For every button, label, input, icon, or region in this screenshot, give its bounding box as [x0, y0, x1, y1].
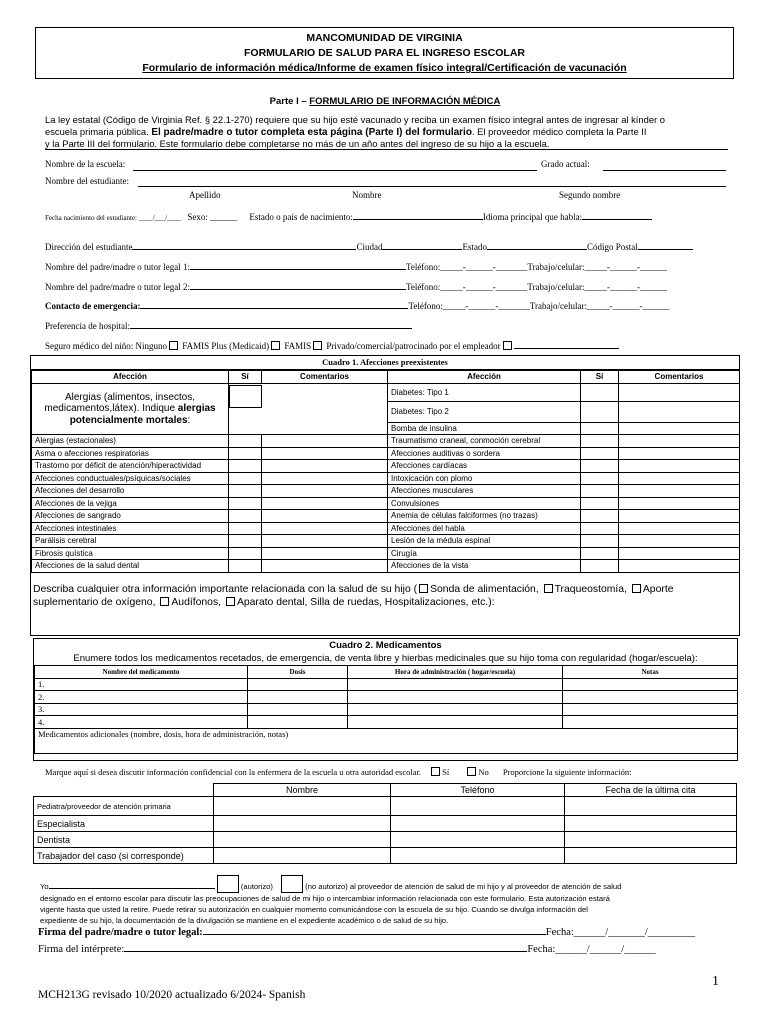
- authorization: [40, 875, 740, 926]
- condition-left: Parálisis cerebral: [32, 535, 229, 548]
- interpreter-signature-field[interactable]: [124, 951, 527, 952]
- additional-meds[interactable]: Medicamentos adicionales (nombre, dosis, hora de administración, notas): [35, 728, 738, 753]
- parent-signature-date[interactable]: Fecha:______/_______/_________: [545, 927, 696, 938]
- zip-field[interactable]: [638, 249, 693, 250]
- condition-row: [32, 485, 740, 498]
- condition-right: Afecciones auditivas o sordera: [388, 447, 581, 460]
- condition-right-comment[interactable]: [619, 472, 740, 485]
- right-top-3-si[interactable]: [581, 422, 619, 435]
- insurance-field[interactable]: [514, 348, 619, 349]
- emergency-field[interactable]: [140, 308, 408, 309]
- condition-right-si[interactable]: [581, 485, 619, 498]
- medication-time[interactable]: [348, 678, 563, 691]
- col-comentarios-right: Comentarios: [619, 371, 740, 384]
- contacts-col-name: Nombre: [214, 784, 391, 797]
- condition-row: [32, 535, 740, 548]
- describe-cb-a[interactable]: [419, 584, 428, 593]
- describe-cb-c[interactable]: [632, 584, 641, 593]
- condition-left-comment[interactable]: [262, 510, 388, 523]
- condition-left-si[interactable]: [229, 560, 262, 573]
- ins-opt4: Privado/comercial/patrocinado por el empleador: [326, 341, 501, 351]
- intro-line2b: El padre/madre o tutor completa esta página (Parte I) del formulario: [151, 126, 472, 138]
- condition-left: Fibrosis quística: [32, 547, 229, 560]
- allergy-bold: alergias: [177, 403, 216, 414]
- contact-role: Dentista: [34, 832, 214, 848]
- condition-right-comment[interactable]: [619, 497, 740, 510]
- condition-right-si[interactable]: [581, 560, 619, 573]
- intro-line1: La ley estatal (Código de Virginia Ref. § 22.1-270) requiere que su hijo esté vacunado y reciba un examen físico integral antes de ingresar al kínder o: [45, 114, 665, 125]
- city-label: Ciudad: [356, 242, 383, 252]
- right-top-2-comment[interactable]: [619, 401, 740, 422]
- med-col-notes: Notas: [563, 666, 738, 679]
- contact-phone[interactable]: [391, 848, 565, 864]
- confidential-row: [45, 767, 631, 777]
- auth-no-box[interactable]: [281, 875, 303, 893]
- emergency-row: [45, 301, 669, 311]
- condition-right-si[interactable]: [581, 447, 619, 460]
- contact-role: Trabajador del caso (si corresponde): [34, 848, 214, 864]
- condition-row: [32, 510, 740, 523]
- confidential-si: Sí: [442, 767, 450, 777]
- contact-role: Especialista: [34, 816, 214, 832]
- contacts-col-date: Fecha de la última cita: [565, 784, 737, 797]
- medication-time[interactable]: [348, 691, 563, 704]
- parent-signature-row: [38, 927, 695, 938]
- condition-right-si[interactable]: [581, 510, 619, 523]
- condition-right-si[interactable]: [581, 497, 619, 510]
- condition-left-comment[interactable]: [262, 435, 388, 448]
- medication-name[interactable]: 3.: [35, 703, 248, 716]
- col-afeccion-left: Afección: [32, 371, 229, 384]
- parent-signature-field[interactable]: [203, 934, 546, 935]
- parent-signature-label: Firma del padre/madre o tutor legal:: [38, 927, 203, 938]
- medication-time[interactable]: [348, 703, 563, 716]
- condition-right: Afecciones de la vista: [388, 560, 581, 573]
- confidential-no-checkbox[interactable]: [467, 767, 476, 776]
- condition-left-comment[interactable]: [262, 460, 388, 473]
- confidential-no: No: [478, 767, 489, 777]
- parent2-work[interactable]: Trabajo/celular:_____-______-______: [527, 282, 667, 292]
- condition-right-comment[interactable]: [619, 560, 740, 573]
- contact-row: [34, 797, 737, 816]
- allergy-colon: :: [187, 414, 191, 426]
- ins-checkbox-private[interactable]: [503, 341, 512, 350]
- contact-phone[interactable]: [391, 797, 565, 816]
- condition-right-comment[interactable]: [619, 535, 740, 548]
- cuadro1-title: Cuadro 1. Afecciones preexistentes: [31, 356, 739, 370]
- interpreter-signature-row: [38, 944, 656, 955]
- describe-opt-a: Sonda de alimentación,: [430, 584, 539, 595]
- condition-left: Alergias (estacionales): [32, 435, 229, 448]
- contact-date[interactable]: [565, 797, 737, 816]
- contacts-blank: [34, 784, 214, 797]
- header-line2: FORMULARIO DE SALUD PARA EL INGRESO ESCOLAR: [244, 47, 525, 59]
- auth-line3: vigente hasta que usted la retire. Puede retirar su autorización en cualquier momento comunicándose con la escuela de su hijo. Cuando se divulga información del: [40, 905, 588, 914]
- confidential-text: Marque aquí si desea discutir información confidencial con la enfermera de la escuela u otra autoridad escolar.: [45, 767, 421, 777]
- medication-dose[interactable]: [248, 691, 348, 704]
- condition-left: Asma o afecciones respiratorias: [32, 447, 229, 460]
- right-top-2: Diabetes: Tipo 2: [388, 401, 581, 422]
- describe-opt-b: Traqueostomía,: [554, 584, 627, 595]
- grade-field[interactable]: [603, 170, 726, 171]
- zip-label: Código Postal: [586, 242, 638, 252]
- city-field[interactable]: [382, 249, 462, 250]
- medication-dose[interactable]: [248, 716, 348, 729]
- form-header: [35, 27, 734, 79]
- condition-right-comment[interactable]: [619, 460, 740, 473]
- insurance-label: Seguro médico del niño:: [45, 341, 134, 351]
- condition-left: Trastorno por déficit de atención/hiperactividad: [32, 460, 229, 473]
- condition-row: [32, 522, 740, 535]
- condition-right: Afecciones cardíacas: [388, 460, 581, 473]
- apellido-caption: Apellido: [189, 190, 221, 200]
- hospital-label: Preferencia de hospital:: [45, 321, 130, 331]
- condition-right-comment[interactable]: [619, 485, 740, 498]
- condition-row: [32, 497, 740, 510]
- medication-row: [35, 678, 738, 691]
- medication-notes[interactable]: [563, 691, 738, 704]
- condition-right: Anemia de células falciformes (no trazas): [388, 510, 581, 523]
- condition-row: [32, 460, 740, 473]
- cuadro1-table: [31, 370, 740, 573]
- contact-phone[interactable]: [391, 832, 565, 848]
- header-line1: MANCOMUNIDAD DE VIRGINIA: [306, 32, 463, 44]
- condition-right-si[interactable]: [581, 435, 619, 448]
- condition-left-si[interactable]: [229, 435, 262, 448]
- interpreter-signature-label: Firma del intérprete:: [38, 944, 125, 955]
- condition-right-comment[interactable]: [619, 510, 740, 523]
- page-number: 1: [712, 974, 719, 989]
- right-top-3-comment[interactable]: [619, 422, 740, 435]
- contact-date[interactable]: [565, 832, 737, 848]
- dob-label: Fecha nacimiento del estudiante: ____/___/____: [45, 214, 182, 222]
- medication-notes[interactable]: [563, 716, 738, 729]
- intro-line3: y la Parte III del formulario. Este formulario debe completarse no más de un año antes del ingreso de su hijo a la escuela.: [45, 138, 550, 149]
- med-col-time: Hora de administración ( hogar/escuela): [348, 666, 563, 679]
- sex-label: Sexo: ______: [187, 212, 238, 222]
- allergy-line2: medicamentos,látex). Indique: [44, 403, 178, 414]
- medication-notes[interactable]: [563, 703, 738, 716]
- contact-role: Pediatra/proveedor de atención primaria: [34, 797, 214, 816]
- auth-no-autorizo: (no autorizo) al proveedor de atención de salud de mi hijo y al proveedor de atención de salud: [305, 882, 622, 891]
- condition-left: Afecciones de sangrado: [32, 510, 229, 523]
- parent2-row: [45, 282, 667, 292]
- cuadro2-subtitle: Enumere todos los medicamentos recetados, de emergencia, de venta libre y hierbas medicinales que su hijo toma con regularidad (hogar/escuela):: [73, 653, 698, 664]
- describe-opt-e: Aparato dental, Silla de ruedas, Hospitalizaciones, etc.):: [236, 597, 495, 608]
- address-field[interactable]: [132, 249, 356, 250]
- nombre-caption: Nombre: [352, 190, 382, 200]
- condition-left-si[interactable]: [229, 460, 262, 473]
- medication-name[interactable]: 4.: [35, 716, 248, 729]
- contacts-col-phone: Teléfono: [391, 784, 565, 797]
- contacts-table: [33, 783, 737, 864]
- auth-line2: designado en el entorno escolar para discutir las preocupaciones de salud de mi hijo o intercambiar información relacionada con este formulario. Esta autorización estará: [40, 894, 610, 903]
- condition-right-comment[interactable]: [619, 435, 740, 448]
- condition-left-comment[interactable]: [262, 547, 388, 560]
- ins-checkbox-famis-plus[interactable]: [271, 341, 280, 350]
- col-comentarios-left: Comentarios: [262, 371, 388, 384]
- ins-checkbox-none[interactable]: [169, 341, 178, 350]
- condition-left-comment[interactable]: [262, 497, 388, 510]
- parent2-field[interactable]: [190, 289, 406, 290]
- describe-opt-c: Aporte: [642, 584, 674, 595]
- condition-left: Afecciones de la salud dental: [32, 560, 229, 573]
- contact-name[interactable]: [214, 797, 391, 816]
- intro-line2a: escuela primaria pública.: [45, 125, 152, 137]
- school-name-field[interactable]: [133, 170, 537, 171]
- condition-left: Afecciones de la vejiga: [32, 497, 229, 510]
- right-top-2-si[interactable]: [581, 401, 619, 422]
- describe-cb-b[interactable]: [544, 584, 553, 593]
- intro-text: [45, 114, 735, 150]
- allergy-comment-cell[interactable]: [262, 383, 388, 435]
- condition-left-si[interactable]: [229, 447, 262, 460]
- condition-left-si[interactable]: [229, 522, 262, 535]
- medication-name[interactable]: 1.: [35, 678, 248, 691]
- condition-right-si[interactable]: [581, 535, 619, 548]
- confidential-si-checkbox[interactable]: [431, 767, 440, 776]
- emergency-phone[interactable]: Teléfono:_____-______-_______: [408, 301, 530, 311]
- confidential-provide: Proporcione la siguiente información:: [502, 767, 632, 777]
- condition-left: Afecciones intestinales: [32, 522, 229, 535]
- allergy-si-box[interactable]: [229, 385, 262, 408]
- cuadro2-title: Cuadro 2. Medicamentos: [329, 640, 442, 651]
- parent1-phone[interactable]: Teléfono:_____-______-_______: [405, 262, 528, 272]
- part-title: FORMULARIO DE INFORMACIÓN MÉDICA: [309, 96, 501, 107]
- condition-row: [32, 447, 740, 460]
- student-name-label: Nombre del estudiante:: [45, 176, 129, 186]
- describe-line1: Describa cualquier otra información importante relacionada con la salud de su hijo (: [33, 584, 418, 595]
- footer-code: MCH213G revisado 10/2020 actualizado 6/2024- Spanish: [38, 989, 306, 1001]
- hospital-field[interactable]: [130, 328, 412, 329]
- condition-row: [32, 547, 740, 560]
- address-row: [45, 242, 693, 252]
- condition-left-si[interactable]: [229, 535, 262, 548]
- intro-line2c: . El proveedor médico completa la Parte II: [471, 125, 647, 137]
- school-name-label: Nombre de la escuela:: [45, 159, 126, 169]
- condition-right: Afecciones musculares: [388, 485, 581, 498]
- right-top-1: Diabetes: Tipo 1: [388, 383, 581, 401]
- contact-row: [34, 832, 737, 848]
- allergy-cell: [32, 383, 229, 435]
- emergency-label: Contacto de emergencia:: [45, 301, 141, 311]
- auth-name-field[interactable]: [49, 888, 215, 889]
- condition-right-si[interactable]: [581, 460, 619, 473]
- language-field[interactable]: [582, 219, 652, 220]
- condition-right-si[interactable]: [581, 472, 619, 485]
- condition-row: [32, 435, 740, 448]
- condition-left: Afecciones del desarrollo: [32, 485, 229, 498]
- state2-field[interactable]: [487, 249, 587, 250]
- condition-right-comment[interactable]: [619, 447, 740, 460]
- auth-line4: expediente de su hijo, la documentación de la divulgación se mantiene en el expediente académico o de salud de su hijo.: [40, 916, 449, 925]
- medication-name[interactable]: 2.: [35, 691, 248, 704]
- col-afeccion-right: Afección: [388, 371, 581, 384]
- condition-right-si[interactable]: [581, 547, 619, 560]
- condition-left-comment[interactable]: [262, 522, 388, 535]
- auth-yo: Yo: [40, 882, 49, 891]
- condition-right: Lesión de la médula espinal: [388, 535, 581, 548]
- col-si-right: Sí: [581, 371, 619, 384]
- medication-row: [35, 716, 738, 729]
- right-top-1-si[interactable]: [581, 383, 619, 401]
- condition-left-si[interactable]: [229, 497, 262, 510]
- interpreter-signature-date[interactable]: Fecha:______/______/______: [527, 944, 656, 955]
- contact-name[interactable]: [214, 848, 391, 864]
- med-col-name: Nombre del medicamento: [35, 666, 248, 679]
- condition-right-comment[interactable]: [619, 547, 740, 560]
- contact-date[interactable]: [565, 816, 737, 832]
- describe-line2a: suplementario de oxígeno,: [33, 597, 156, 608]
- describe-opt-d: Audífonos,: [171, 597, 222, 608]
- right-top-1-comment[interactable]: [619, 383, 740, 401]
- describe-cb-e[interactable]: [226, 597, 235, 606]
- condition-right: Convulsiones: [388, 497, 581, 510]
- cuadro2-table: [34, 665, 738, 754]
- condition-left-comment[interactable]: [262, 485, 388, 498]
- segundo-caption: Segundo nombre: [559, 190, 621, 200]
- medication-dose[interactable]: [248, 678, 348, 691]
- condition-left-comment[interactable]: [262, 535, 388, 548]
- condition-right: Cirugía: [388, 547, 581, 560]
- cuadro2-box: [33, 638, 738, 761]
- emergency-work[interactable]: Trabajo/celular:_____-______-______: [529, 301, 670, 311]
- parent1-field[interactable]: [190, 269, 406, 270]
- contact-date[interactable]: [565, 848, 737, 864]
- hospital-row: [45, 321, 412, 331]
- allergy-line3: potencialmente mortales: [69, 414, 188, 426]
- contact-name[interactable]: [214, 832, 391, 848]
- parent1-work[interactable]: Trabajo/celular:_____-______-______: [527, 262, 667, 272]
- allergy-line1: Alergias (alimentos, insectos,: [64, 391, 196, 403]
- condition-left: Afecciones conductuales/psíquicas/sociales: [32, 472, 229, 485]
- describe-cb-d[interactable]: [160, 597, 169, 606]
- student-name-field[interactable]: [138, 186, 726, 187]
- contact-phone[interactable]: [391, 816, 565, 832]
- condition-left-si[interactable]: [229, 485, 262, 498]
- medication-row: [35, 703, 738, 716]
- condition-left-si[interactable]: [229, 510, 262, 523]
- part-prefix: Parte I –: [269, 96, 310, 107]
- medication-dose[interactable]: [248, 703, 348, 716]
- part-heading: [0, 96, 770, 107]
- condition-right: Traumatismo craneal, conmoción cerebral: [388, 435, 581, 448]
- parent2-label: Nombre del padre/madre o tutor legal 2:: [45, 282, 190, 292]
- condition-right-comment[interactable]: [619, 522, 740, 535]
- header-line3: Formulario de información médica/Informe de examen físico integral/Certificación de vacunación: [142, 62, 627, 74]
- state2-label: Estado: [462, 242, 487, 252]
- cuadro1-box: [30, 355, 740, 636]
- ins-opt2: FAMIS Plus (Medicaid): [182, 341, 270, 351]
- contact-row: [34, 848, 737, 864]
- dob-row: [45, 212, 652, 222]
- describe-text: [33, 583, 674, 609]
- intro-rule: [45, 149, 728, 150]
- condition-left-si[interactable]: [229, 472, 262, 485]
- auth-autorizo: (autorizo): [240, 882, 273, 891]
- ins-opt3: FAMIS: [284, 341, 312, 351]
- contact-row: [34, 816, 737, 832]
- medication-time[interactable]: [348, 716, 563, 729]
- condition-left-comment[interactable]: [262, 472, 388, 485]
- condition-right: Afecciones del habla: [388, 522, 581, 535]
- ins-checkbox-famis[interactable]: [313, 341, 322, 350]
- ins-opt1: Ninguno: [135, 341, 167, 351]
- state-birth-field[interactable]: [353, 219, 483, 220]
- contact-name[interactable]: [214, 816, 391, 832]
- right-top-3: Bomba de insulina: [388, 422, 581, 435]
- condition-left-comment[interactable]: [262, 560, 388, 573]
- parent2-phone[interactable]: Teléfono:_____-______-_______: [405, 282, 528, 292]
- parent1-label: Nombre del padre/madre o tutor legal 1:: [45, 262, 190, 272]
- condition-left-si[interactable]: [229, 547, 262, 560]
- med-col-dose: Dosis: [248, 666, 348, 679]
- medication-notes[interactable]: [563, 678, 738, 691]
- condition-left-comment[interactable]: [262, 447, 388, 460]
- condition-right: Intoxicación con plomo: [388, 472, 581, 485]
- medication-row: [35, 691, 738, 704]
- condition-right-si[interactable]: [581, 522, 619, 535]
- condition-row: [32, 560, 740, 573]
- state-birth-label: Estado o país de nacimiento:: [249, 212, 353, 222]
- col-si-left: Sí: [229, 371, 262, 384]
- language-label: Idioma principal que habla:: [482, 212, 583, 222]
- allergy-si-cell: [229, 383, 262, 435]
- insurance-row: [45, 341, 619, 351]
- grade-label: Grado actual:: [541, 159, 590, 169]
- auth-yes-box[interactable]: [217, 875, 239, 893]
- condition-row: [32, 472, 740, 485]
- address-label: Dirección del estudiante: [45, 242, 133, 252]
- parent1-row: [45, 262, 667, 272]
